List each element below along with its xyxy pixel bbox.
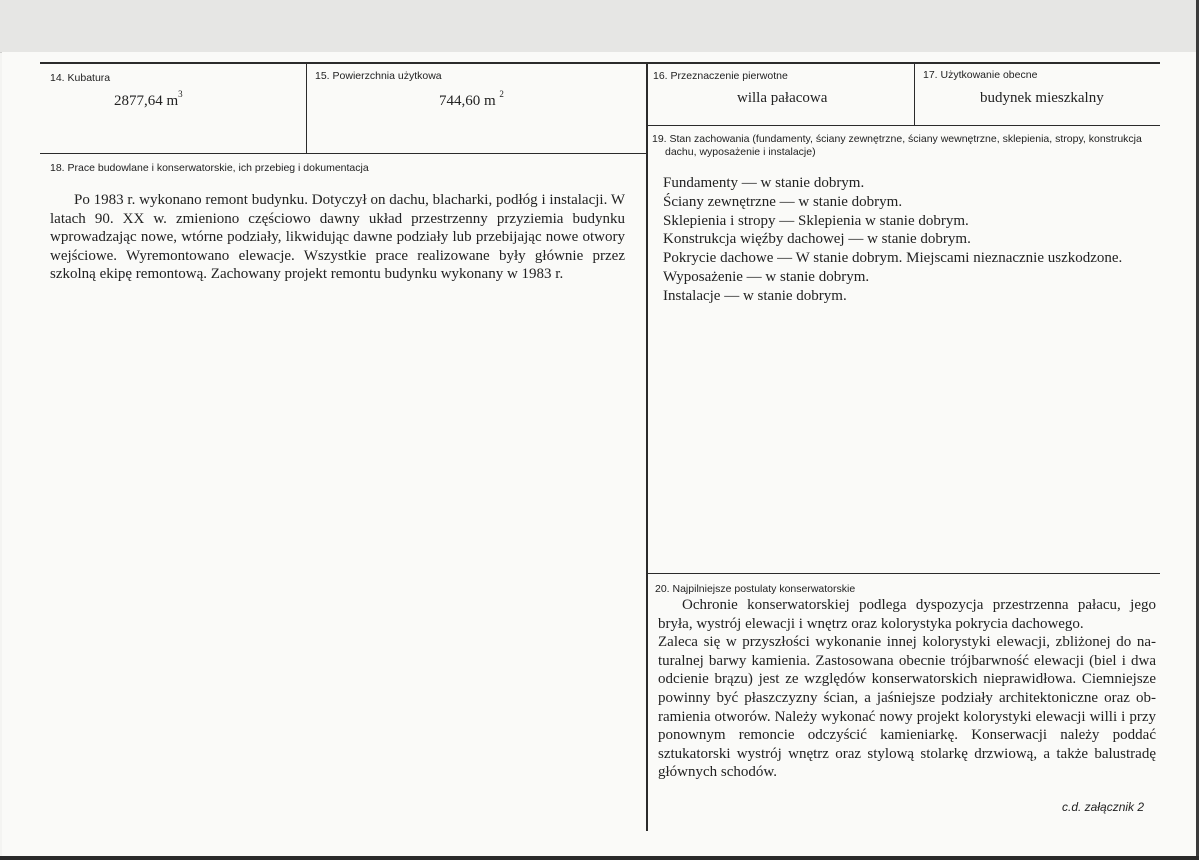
field-stan-label-line2: dachu, wyposażenie i instalacje) [665, 146, 816, 158]
top-rule [40, 62, 1160, 64]
rule-above-20 [647, 573, 1160, 574]
field-stan-label-line1: 19. Stan zachowania (fundamenty, ściany zewnętrzne, ściany wewnętrzne, sklepienia, stropy, konstrukcja [652, 133, 1142, 145]
field-uzytkowanie-value: budynek mieszkalny [980, 90, 1104, 106]
kubatura-number: 2877,64 [114, 93, 163, 109]
rule-below-14-15 [40, 153, 647, 154]
field-kubatura-value [114, 91, 183, 110]
field-prace-text [50, 191, 625, 284]
footer-note: c.d. załącznik 2 [1062, 800, 1145, 814]
field-postulaty-label: 20. Najpilniejsze postulaty konserwatorskie [655, 583, 856, 595]
rule-below-16-17 [647, 125, 1160, 126]
divider-14-15 [306, 63, 307, 153]
field-uzytkowanie-label: 17. Użytkowanie obecne [923, 69, 1038, 81]
divider-16-17 [914, 63, 915, 126]
scan-edge-bottom [0, 856, 1199, 860]
postulaty-paragraph-1: Ochronie konserwatorskiej podlega dyspozycja przestrzenna pałacu, jego bryła, wystrój elewacji i wnętrz oraz kolorystyka pokrycia dachowego. [658, 597, 1156, 632]
divider-left-right [646, 63, 648, 831]
field-prace-label: 18. Prace budowlane i konserwatorskie, ich przebieg i dokumentacja [50, 162, 369, 174]
field-powierzchnia-value [439, 91, 504, 110]
field-przeznaczenie-label: 16. Przeznaczenie pierwotne [653, 70, 788, 82]
stan-item: Sklepienia i stropy — Sklepienia w stanie dobrym. [663, 212, 969, 229]
scan-margin-top [0, 0, 1199, 53]
powierzchnia-exponent: 2 [499, 89, 504, 99]
postulaty-paragraph-2: Zaleca się w przyszłości wykonanie innej kolorystyki elewacji, zbliżonej do na-turalnej barwy kamienia. Zastosowana obecnie trójbarwność elewacji (biel i dwa odcienie brązu) jest ze względów konserwatorskich nieprawidłowa. Ciemniejsze powinny być płaszczyzny ścian, a jaśniejsze podziały architektoniczne oraz ob-ramienia otworów. Należy wykonać nowy projekt kolorystyki elewacji willi i przy ponownym remoncie odczyścić kamieniarkę. Konserwacji należy poddać sztukatorski wystrój wnętrz oraz stylową stolarkę drzwiową, a także balustradę głównych schodów. [658, 634, 1156, 781]
stan-item: Instalacje — w stanie dobrym. [663, 287, 847, 304]
powierzchnia-number: 744,60 [439, 93, 481, 109]
prace-paragraph: Po 1983 r. wykonano remont budynku. Dotyczył on dachu, blacharki, podłóg i instalacji. W latach 90. XX w. zmieniono częściowo dawny układ przestrzenny przyziemia budynku wprowadzając nowe, wtórne podziały, likwidując dawne podziały lub przebijając nowe otwory wejściowe. Wyremontowano elewacje. Wszystkie prace realizowane były głównie przez szkolną ekipę remontową. Zachowany projekt remontu budynku wykonany w 1983 r. [50, 192, 625, 282]
kubatura-exponent: 3 [178, 89, 183, 99]
stan-item: Fundamenty — w stanie dobrym. [663, 175, 865, 191]
stan-item: Ściany zewnętrzne — w stanie dobrym. [663, 193, 903, 210]
kubatura-unit: m [166, 93, 179, 109]
field-powierzchnia-label: 15. Powierzchnia użytkowa [315, 70, 442, 82]
field-stan-list [663, 174, 1122, 306]
field-przeznaczenie-value: willa pałacowa [737, 90, 828, 106]
stan-item: Wyposażenie — w stanie dobrym. [663, 268, 870, 285]
powierzchnia-unit: m [484, 93, 496, 109]
field-kubatura-label: 14. Kubatura [50, 72, 111, 84]
stan-item: Pokrycie dachowe — W stanie dobrym. Miejscami nieznacznie uszkodzone. [663, 250, 1123, 267]
field-postulaty-text [658, 596, 1156, 782]
stan-item: Konstrukcja więźby dachowej — w stanie dobrym. [663, 231, 971, 248]
